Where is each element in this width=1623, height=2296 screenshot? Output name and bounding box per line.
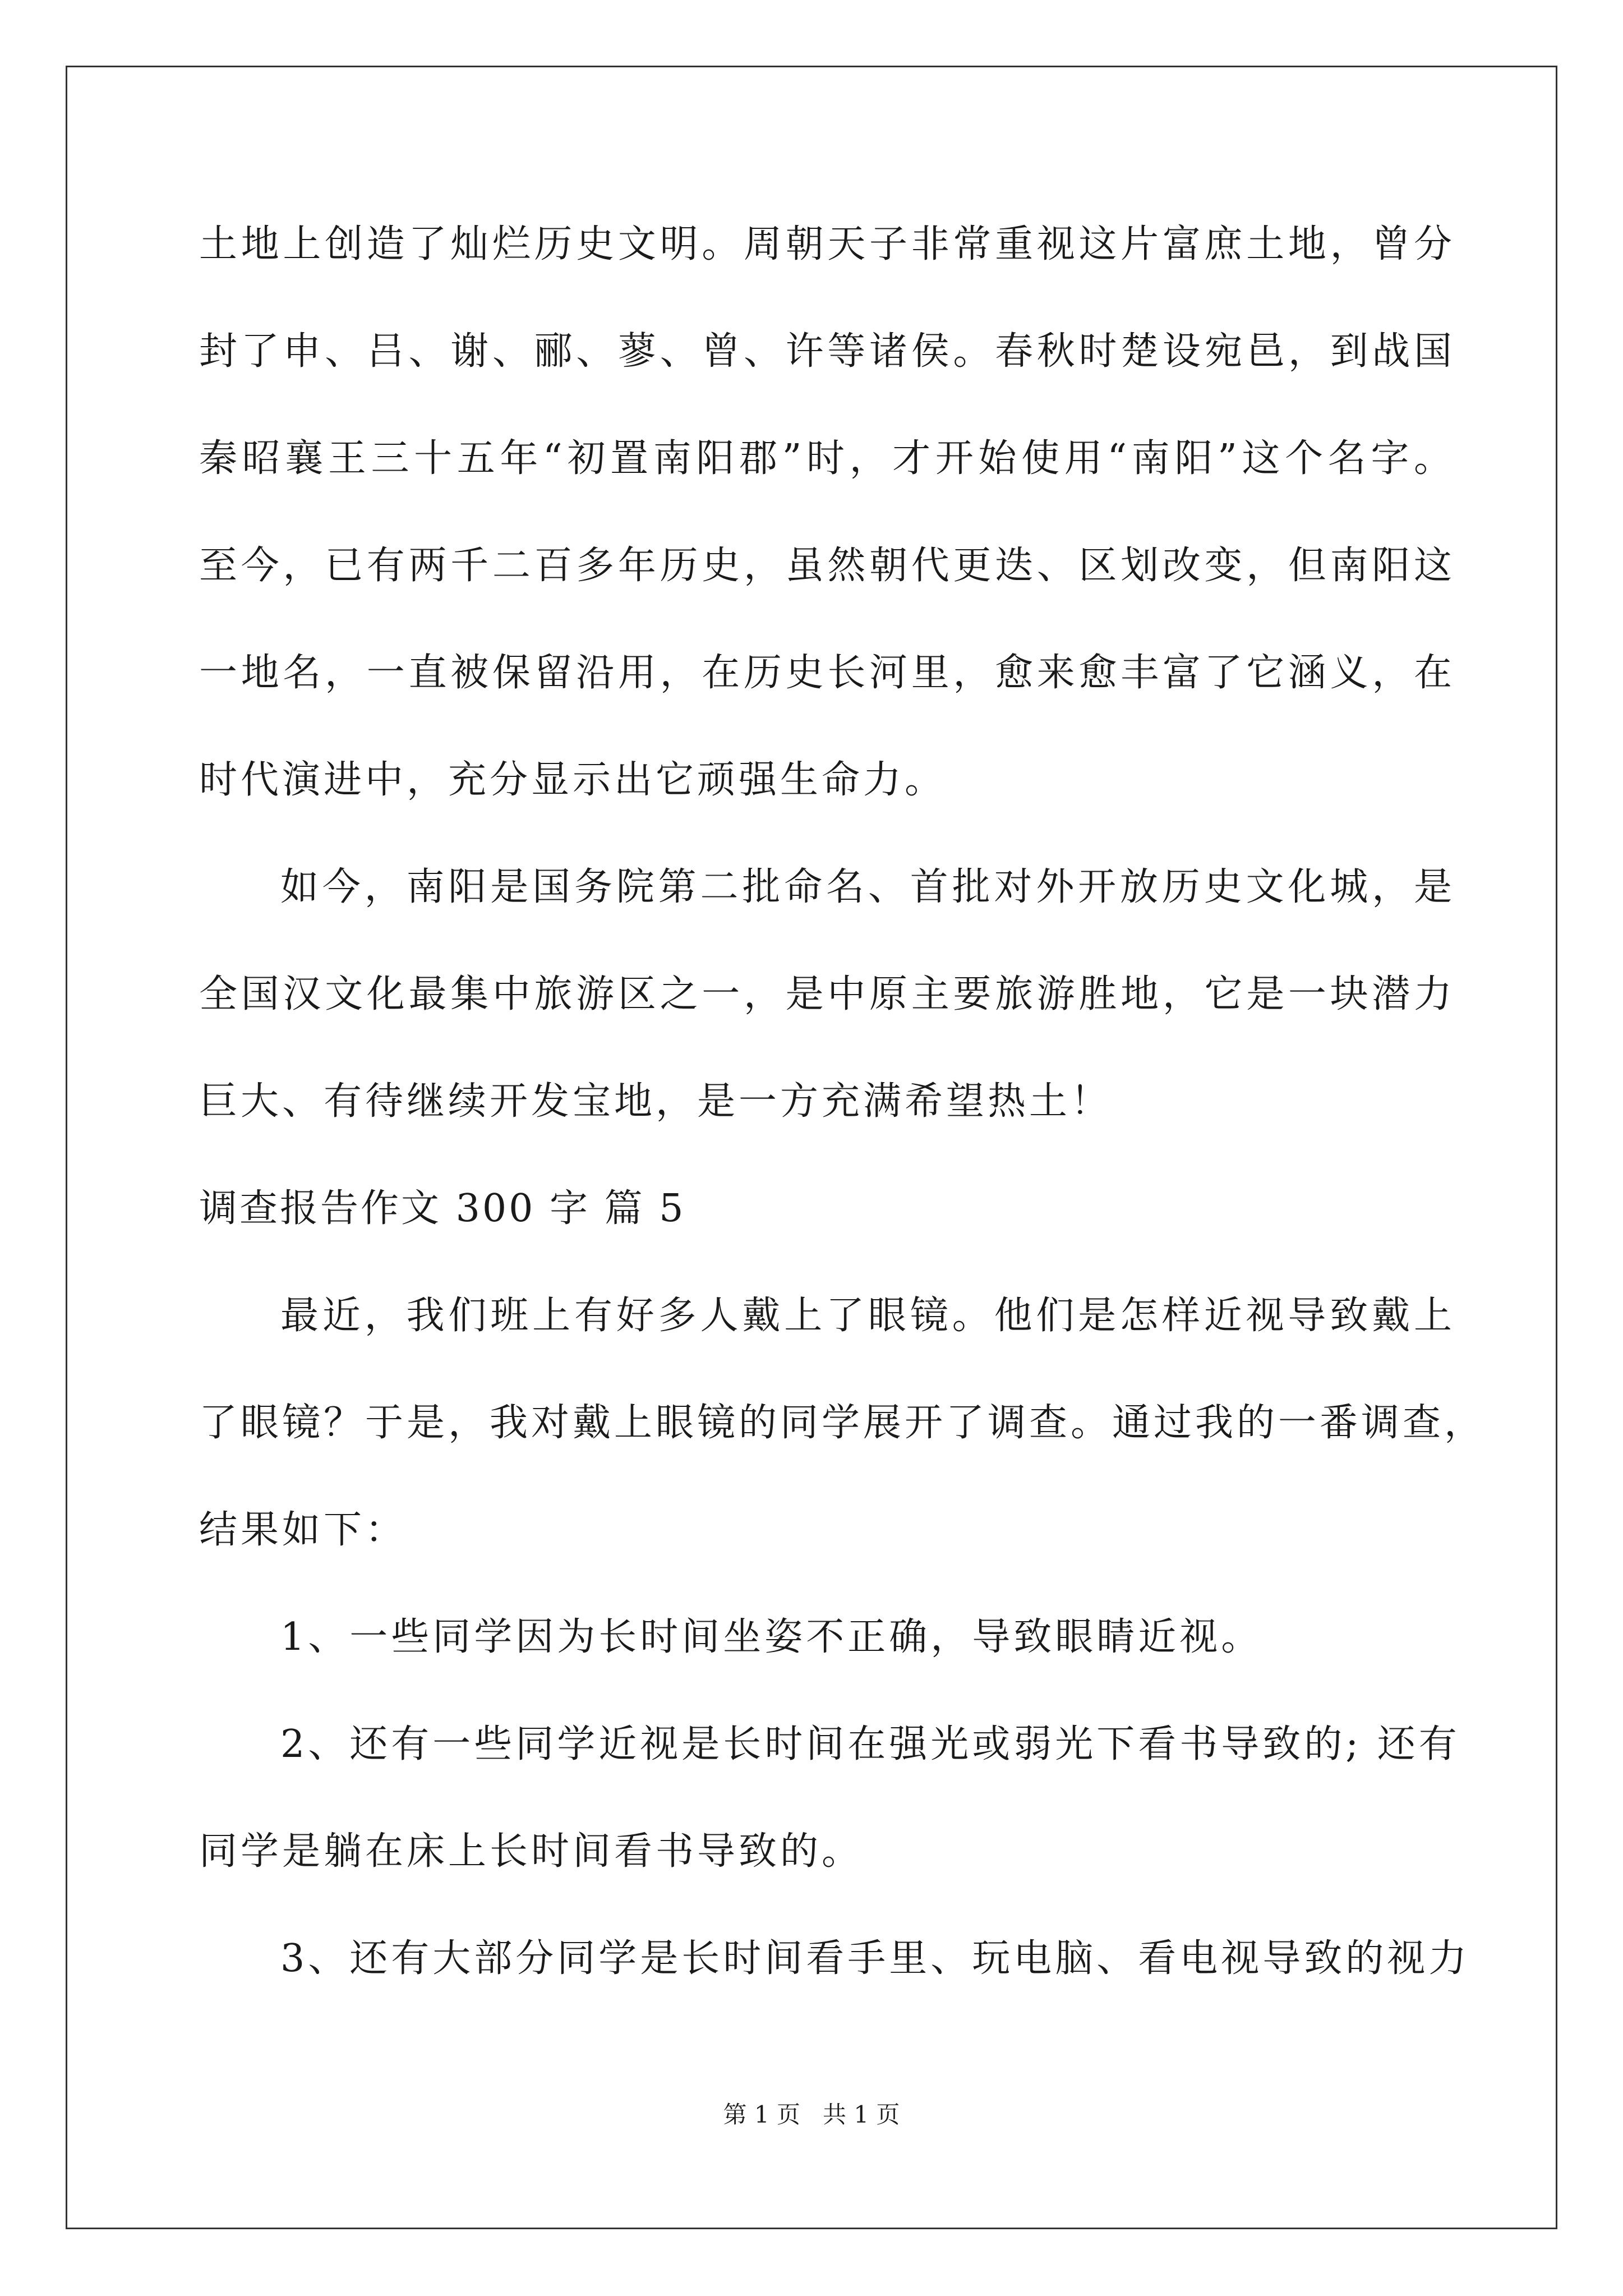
text-line: 如今，南阳是国务院第二批命名、首批对外开放历史文化城，是 bbox=[280, 865, 1455, 909]
text-line: 秦昭襄王三十五年“初置南阳郡”时，才开始使用“南阳”这个名字。 bbox=[199, 436, 1455, 481]
document-body bbox=[199, 191, 1486, 2012]
text-line: 封了申、吕、谢、郦、蓼、曾、许等诸侯。春秋时楚设宛邑，到战国 bbox=[199, 329, 1455, 374]
text-line: 最近，我们班上有好多人戴上了眼镜。他们是怎样近视导致戴上 bbox=[280, 1294, 1455, 1338]
text-line: 一地名，一直被保留沿用，在历史长河里，愈来愈丰富了它涵义，在 bbox=[199, 651, 1455, 695]
page-number: 第 1 页 bbox=[723, 2101, 800, 2128]
paragraph-group-intro bbox=[199, 191, 1455, 1155]
page-total: 共 1 页 bbox=[823, 2101, 900, 2128]
text-line: 全国汉文化最集中旅游区之一，是中原主要旅游胜地，它是一块潜力 bbox=[199, 972, 1455, 1016]
text-line: 至今，已有两千二百多年历史，虽然朝代更迭、区划改变，但南阳这 bbox=[199, 544, 1455, 588]
page-footer bbox=[0, 2098, 1623, 2132]
text-line: 了眼镜？于是，我对戴上眼镜的同学展开了调查。通过我的一番调查， bbox=[199, 1401, 1486, 1445]
text-line: 巨大、有待继续开发宝地，是一方充满希望热土！ bbox=[199, 1079, 1113, 1124]
text-line: 土地上创造了灿烂历史文明。周朝天子非常重视这片富庶土地，曾分 bbox=[199, 222, 1455, 266]
paragraph-group-survey bbox=[199, 1262, 1486, 2012]
section-heading: 调查报告作文 300 字 篇 5 bbox=[199, 1186, 686, 1231]
text-line: 同学是躺在床上长时间看书导致的。 bbox=[199, 1829, 864, 1874]
text-line: 结果如下： bbox=[199, 1508, 407, 1552]
text-line: 3、还有大部分同学是长时间看手里、玩电脑、看电视导致的视力 bbox=[280, 1936, 1470, 1981]
text-line: 2、还有一些同学近视是长时间在强光或弱光下看书导致的; 还有 bbox=[280, 1722, 1460, 1766]
text-line: 时代演进中，充分显示出它顽强生命力。 bbox=[199, 758, 947, 802]
text-line: 1、一些同学因为长时间坐姿不正确，导致眼睛近视。 bbox=[280, 1615, 1263, 1659]
